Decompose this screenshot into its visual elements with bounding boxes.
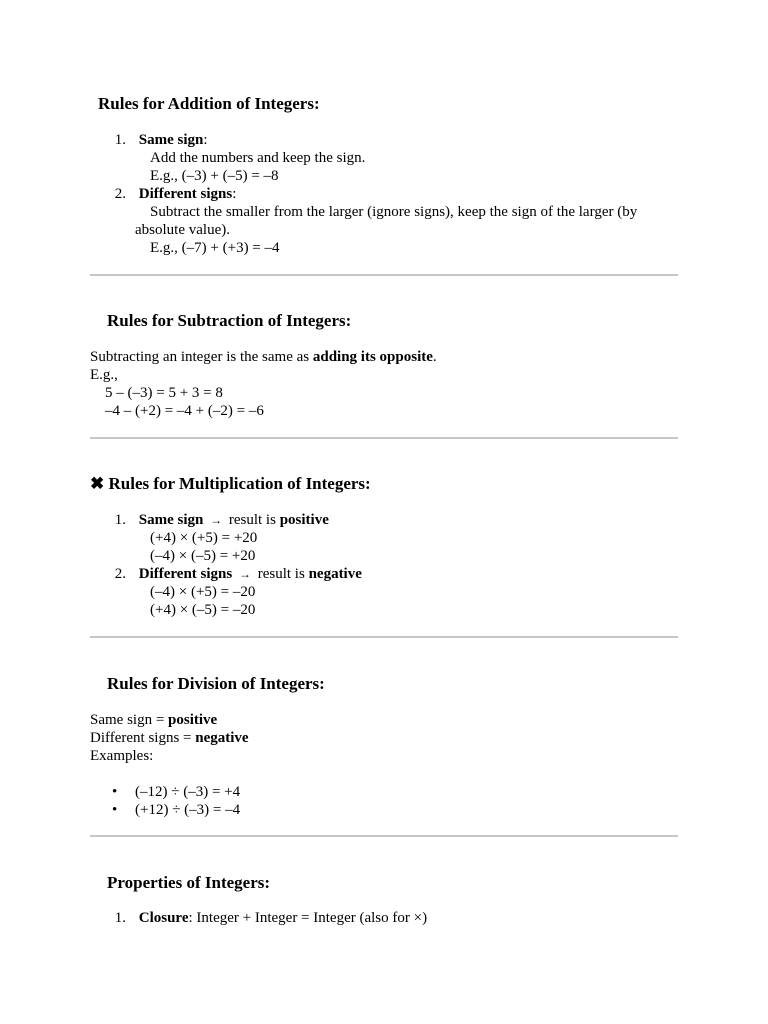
division-examples-label: Examples: bbox=[90, 748, 154, 764]
arrow-icon: → bbox=[210, 513, 223, 527]
list-item-example: E.g., (–3) + (–5) = –8 bbox=[150, 168, 279, 184]
list-item: 1. Closure: Integer + Integer = Integer (also for ×) bbox=[90, 909, 678, 927]
section-divider bbox=[90, 636, 678, 638]
division-different-signs: Different signs = negative bbox=[90, 730, 249, 746]
multiplication-list bbox=[90, 511, 678, 619]
addition-list bbox=[90, 131, 678, 257]
list-item: 2. Different signs → result is negative bbox=[90, 565, 678, 583]
division-same-sign: Same sign = positive bbox=[90, 712, 218, 728]
list-item: 2. Different signs: bbox=[90, 185, 678, 203]
list-item-example: (–4) × (–5) = +20 bbox=[150, 548, 256, 564]
list-number: 1. bbox=[114, 512, 126, 528]
bullet-icon: • bbox=[112, 802, 118, 818]
list-item: • (+12) ÷ (–3) = –4 bbox=[90, 801, 678, 819]
list-item-example: (+4) × (+5) = +20 bbox=[150, 530, 258, 546]
subtraction-example: 5 – (–3) = 5 + 3 = 8 bbox=[105, 385, 223, 401]
section-divider bbox=[90, 274, 678, 276]
closure-label: Closure bbox=[138, 910, 189, 926]
division-heading: Rules for Division of Integers: bbox=[107, 674, 325, 693]
list-item-description: Add the numbers and keep the sign. bbox=[150, 150, 366, 166]
list-item-example: E.g., (–7) + (+3) = –4 bbox=[150, 240, 280, 256]
properties-list bbox=[90, 909, 678, 927]
different-signs-label: Different signs bbox=[138, 186, 233, 202]
section-divider bbox=[90, 835, 678, 837]
list-number: 2. bbox=[114, 186, 126, 202]
list-item-example: (+4) × (–5) = –20 bbox=[150, 602, 256, 618]
subtraction-heading: Rules for Subtraction of Integers: bbox=[107, 311, 352, 330]
different-signs-label: Different signs bbox=[138, 566, 233, 582]
bullet-icon: • bbox=[112, 784, 118, 800]
subtraction-intro: Subtracting an integer is the same as adding its opposite. bbox=[90, 349, 437, 365]
list-item: 1. Same sign → result is positive bbox=[90, 511, 678, 529]
list-item-description: Subtract the smaller from the larger (ignore signs), keep the sign of the larger (by absolute value). bbox=[135, 204, 638, 238]
addition-heading: Rules for Addition of Integers: bbox=[98, 94, 320, 113]
subtraction-eg: E.g., bbox=[90, 367, 118, 383]
same-sign-label: Same sign bbox=[138, 512, 204, 528]
list-item-example: (–4) × (+5) = –20 bbox=[150, 584, 256, 600]
arrow-icon: → bbox=[238, 567, 251, 581]
list-number: 1. bbox=[114, 910, 126, 926]
subtraction-example: –4 – (+2) = –4 + (–2) = –6 bbox=[105, 403, 264, 419]
division-body bbox=[90, 711, 678, 819]
subtraction-body bbox=[90, 348, 678, 420]
multiplication-heading: ✖ Rules for Multiplication of Integers: bbox=[90, 474, 371, 493]
section-divider bbox=[90, 437, 678, 439]
list-item: 1. Same sign: bbox=[90, 131, 678, 149]
list-number: 2. bbox=[114, 566, 126, 582]
properties-heading: Properties of Integers: bbox=[107, 873, 271, 892]
list-item: • (–12) ÷ (–3) = +4 bbox=[90, 783, 678, 801]
list-number: 1. bbox=[114, 132, 126, 148]
same-sign-label: Same sign bbox=[138, 132, 204, 148]
